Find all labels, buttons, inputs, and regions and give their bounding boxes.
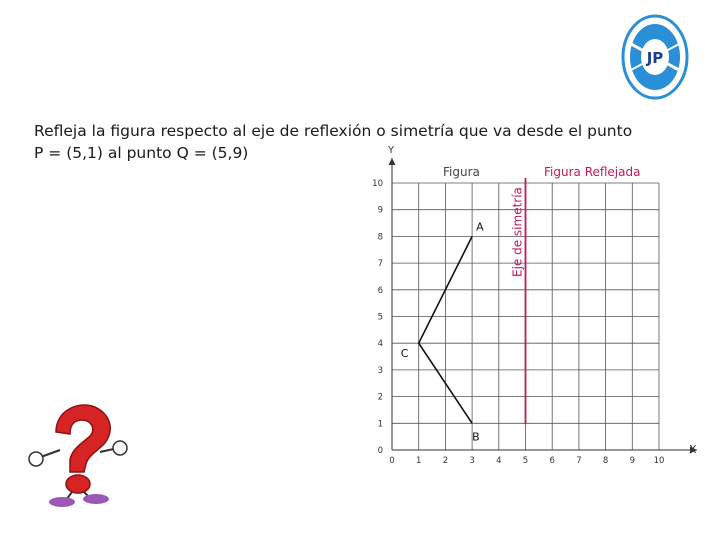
- y-tick-label: 9: [377, 205, 383, 216]
- x-tick-label: 4: [496, 456, 502, 466]
- y-tick-label: 6: [377, 285, 383, 296]
- x-tick-label: 10: [653, 456, 665, 466]
- y-axis-arrow: [389, 158, 396, 165]
- x-tick-label: 7: [576, 456, 582, 466]
- y-tick-label: 4: [377, 339, 383, 350]
- x-axis-label: X: [689, 443, 697, 456]
- y-tick-label: 5: [377, 312, 383, 323]
- y-tick-label: 8: [377, 232, 383, 243]
- y-tick-label: 0: [377, 446, 383, 456]
- x-tick-label: 2: [442, 456, 449, 466]
- reflected-figure-label: Figura Reflejada: [544, 165, 641, 179]
- point-label-a: A: [476, 220, 484, 234]
- x-tick-label: 1: [415, 456, 422, 466]
- point-label-c: C: [400, 347, 409, 361]
- question-mark-mascot: [26, 398, 130, 510]
- y-tick-label: 1: [377, 419, 383, 430]
- y-tick-label: 3: [377, 365, 383, 376]
- x-tick-label: 3: [469, 456, 475, 466]
- figure-point-labels: [401, 220, 484, 443]
- x-tick-label: 0: [389, 456, 395, 466]
- axes: [389, 158, 698, 454]
- instruction-line-1: Refleja la figura respecto al eje de reflexión o simetría que va desde el punto: [34, 122, 633, 140]
- x-tick-label: 8: [602, 456, 609, 466]
- point-label-b: B: [472, 430, 480, 444]
- figure-label: Figura: [443, 165, 480, 179]
- instruction-line-2: P = (5,1) al punto Q = (5,9): [34, 144, 249, 162]
- x-tick-label: 6: [549, 456, 555, 466]
- logo-letters: JP: [646, 49, 664, 67]
- symmetry-axis-label: Eje de simetría: [510, 187, 525, 277]
- x-tick-label: 9: [629, 456, 636, 466]
- y-tick-label: 7: [377, 259, 383, 270]
- x-tick-label: 5: [522, 456, 529, 466]
- y-tick-label: 10: [372, 179, 383, 189]
- y-axis-label: Y: [387, 145, 395, 156]
- y-tick-label: 2: [377, 392, 383, 403]
